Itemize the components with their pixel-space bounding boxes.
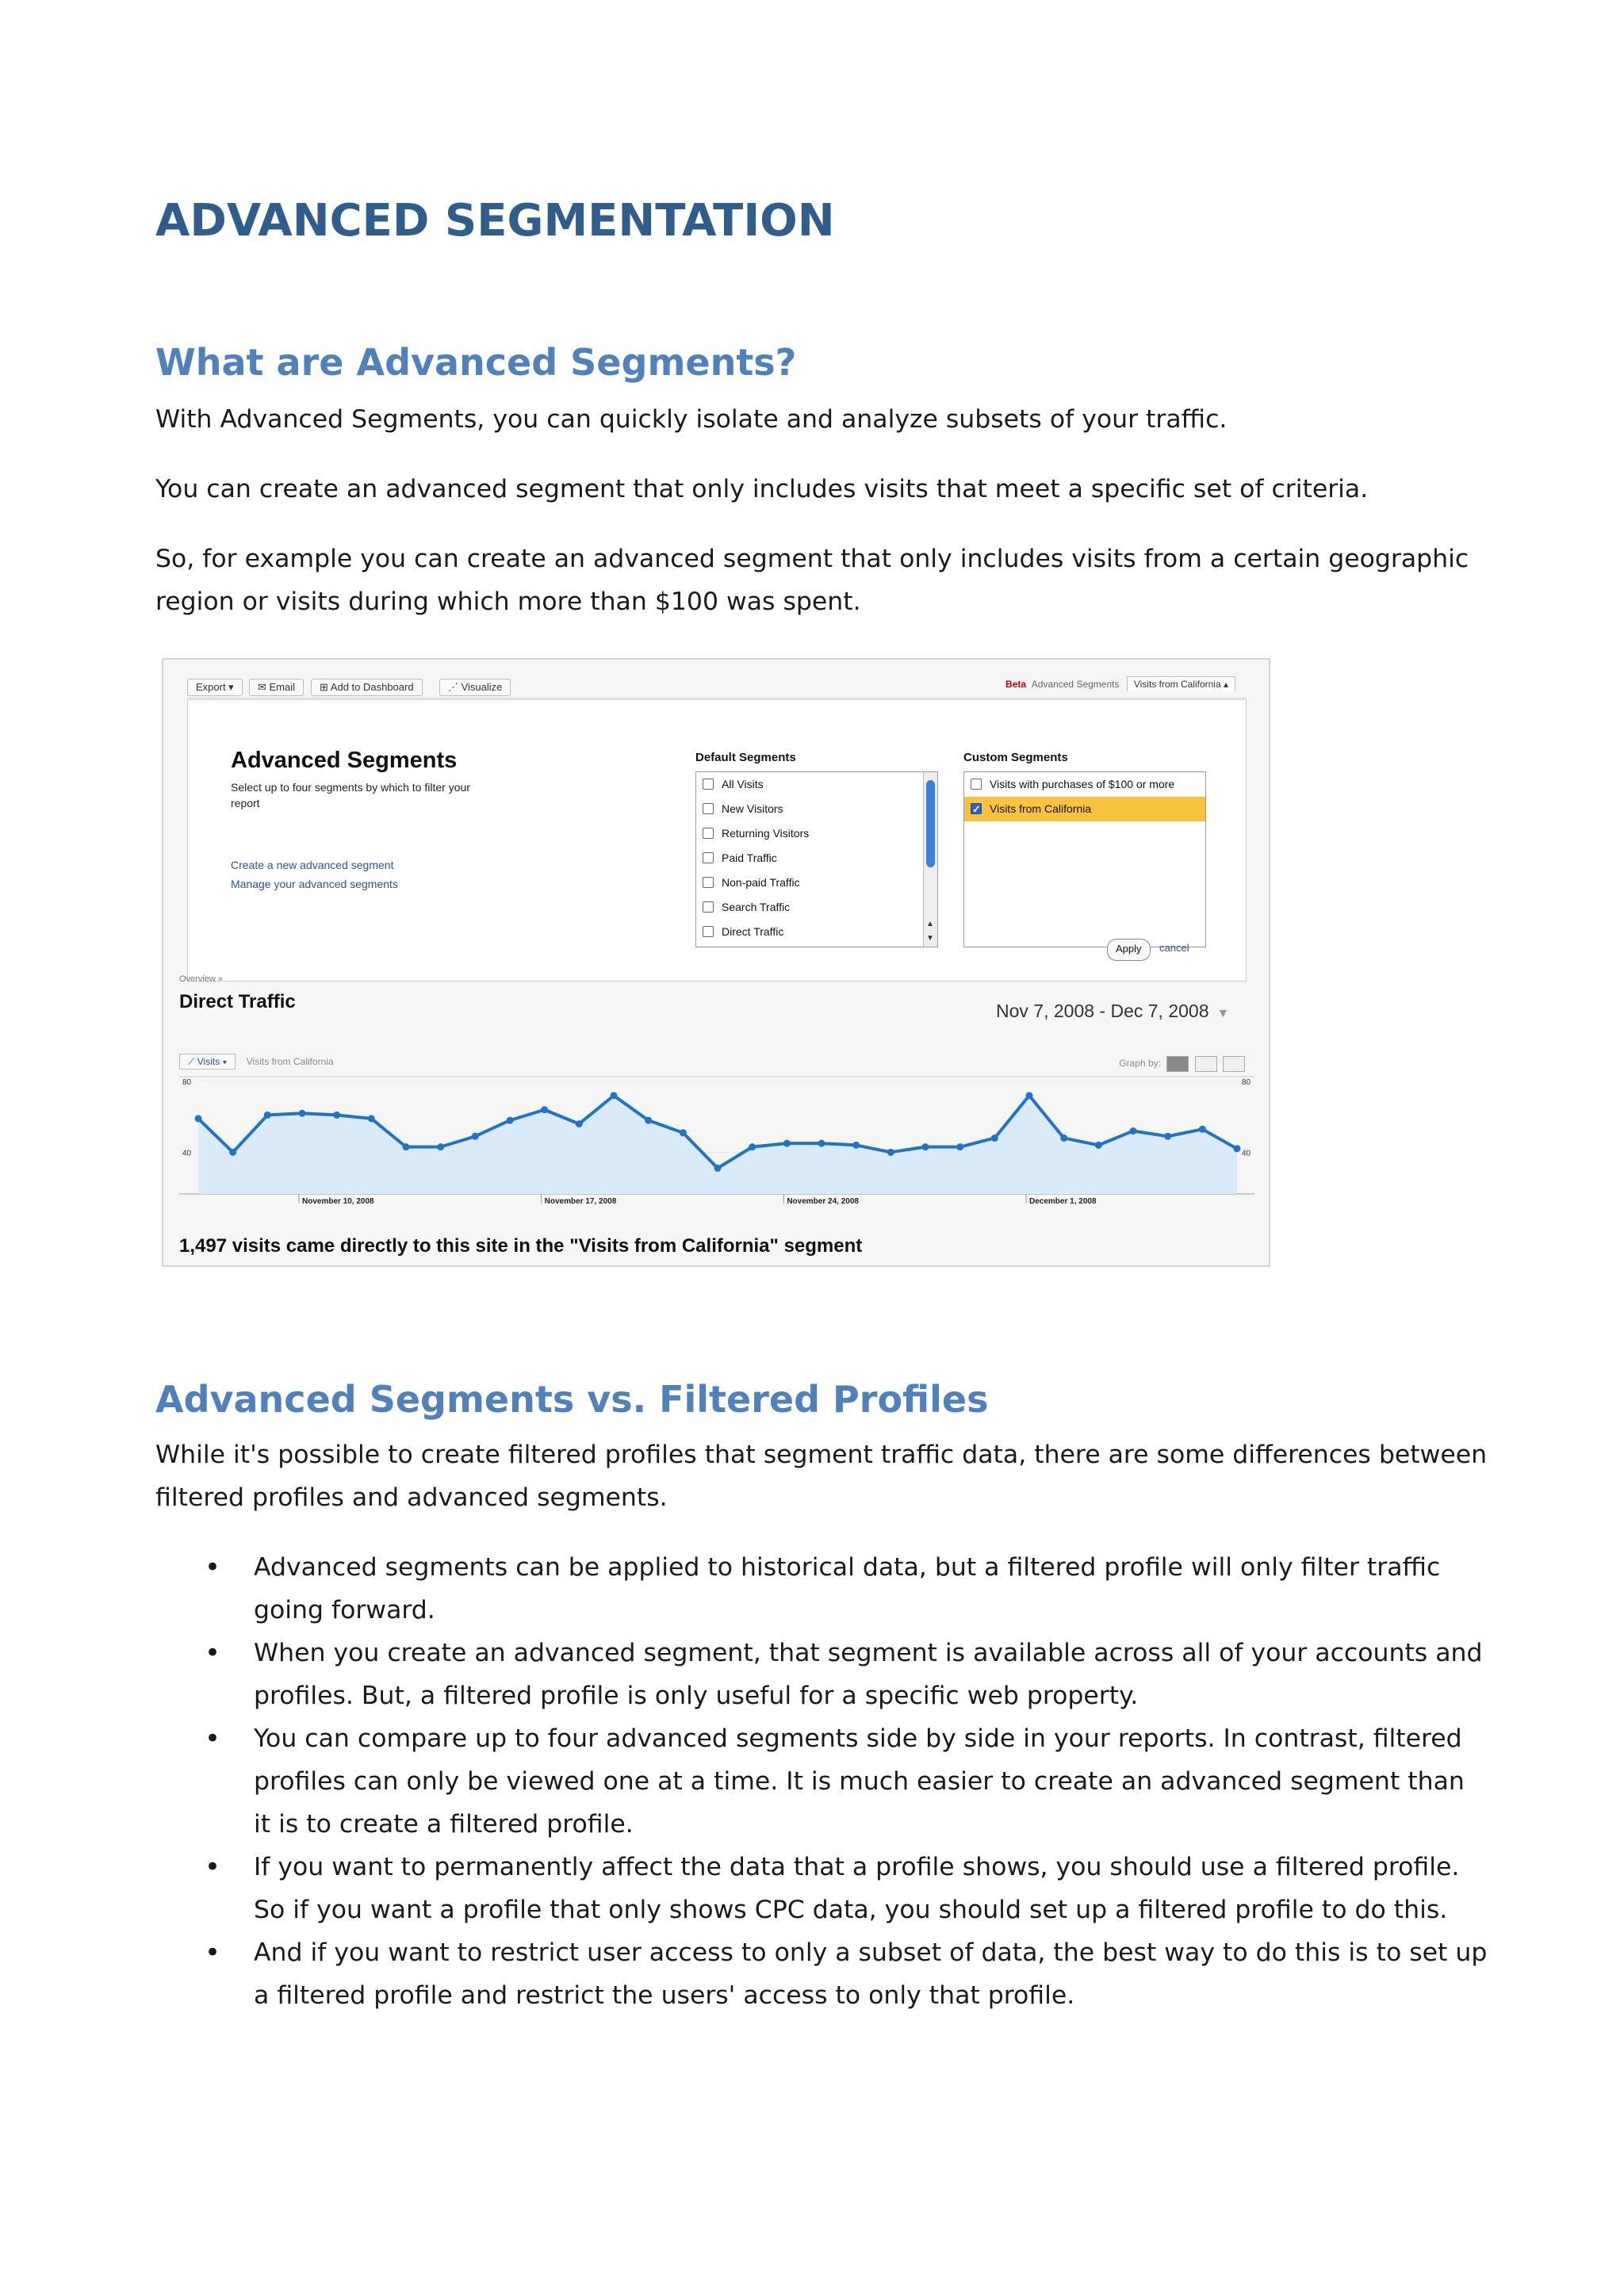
data-point — [472, 1133, 479, 1140]
data-point — [1130, 1127, 1137, 1135]
metric-label: Visits ▾ — [197, 1056, 228, 1067]
scroll-down-icon[interactable]: ▼ — [926, 934, 934, 943]
data-point — [852, 1142, 860, 1149]
data-point — [1060, 1135, 1067, 1142]
scroll-up-icon[interactable]: ▲ — [926, 920, 934, 928]
default-segments-title: Default Segments — [695, 751, 796, 764]
list-item-text: If you want to permanently affect the data that a profile shows, you should use a filtered profile. So if you want a profile that only shows CPC data, you should set up a filtered profile to do this. — [254, 1853, 1460, 1924]
default-segment-option[interactable] — [696, 821, 937, 846]
list-item — [155, 1546, 1488, 1632]
option-label: Visits from California — [990, 802, 1092, 815]
visits-line-chart — [179, 1073, 1254, 1211]
option-label: All Visits — [722, 778, 764, 790]
list-item-text: And if you want to restrict user access to only a subset of data, the best way to do this is to set up a filtered profile and restrict the users' access to only that profile. — [254, 1938, 1488, 2010]
chevron-down-icon: ▼ — [1216, 1007, 1230, 1020]
checkbox[interactable] — [703, 877, 714, 888]
chart-caption: 1,497 visits came directly to this site in the "Visits from California" segment — [179, 1235, 863, 1257]
default-segments-list[interactable] — [695, 771, 938, 947]
bullet-icon: • — [205, 1552, 221, 1583]
data-point — [368, 1115, 375, 1122]
data-point — [818, 1140, 825, 1147]
scrollbar-thumb[interactable] — [926, 780, 935, 867]
option-label: Direct Traffic — [722, 925, 784, 938]
y-tick-label-right: 80 — [1242, 1078, 1251, 1087]
custom-segments-list[interactable] — [963, 771, 1206, 947]
option-label: Search Traffic — [722, 901, 791, 913]
default-segment-option[interactable] — [696, 920, 937, 944]
breadcrumb[interactable]: Overview » — [179, 974, 224, 984]
data-point — [541, 1106, 548, 1113]
checkbox[interactable] — [703, 779, 714, 790]
custom-segments-options — [964, 772, 1205, 821]
data-point — [714, 1165, 722, 1172]
list-item — [155, 1931, 1488, 2017]
differences-list — [155, 1546, 1488, 2017]
data-point — [645, 1117, 652, 1124]
data-point — [333, 1112, 340, 1119]
custom-segment-option[interactable] — [964, 772, 1205, 797]
data-point — [887, 1149, 894, 1156]
panel-subtitle: Select up to four segments by which to filter your report — [231, 781, 470, 809]
data-point — [991, 1135, 998, 1142]
cancel-link[interactable]: cancel — [1159, 942, 1189, 954]
date-range-picker[interactable] — [996, 1001, 1229, 1022]
default-segment-option[interactable] — [696, 846, 937, 871]
apply-button[interactable]: Apply — [1107, 939, 1151, 961]
x-tick-label: November 24, 2008 — [787, 1197, 859, 1206]
graph-by-day-button[interactable] — [1166, 1056, 1189, 1072]
data-point — [1164, 1133, 1171, 1140]
default-segments-options — [696, 772, 937, 944]
checkbox[interactable] — [703, 852, 714, 863]
manage-segments-link[interactable]: Manage your advanced segments — [231, 878, 398, 890]
checkbox[interactable] — [703, 901, 714, 913]
segment-legend: Visits from California — [246, 1056, 334, 1067]
y-tick-label-right: 40 — [1242, 1149, 1251, 1158]
panel-title: Advanced Segments — [231, 748, 458, 773]
chart-icon: ⟋ — [188, 1056, 197, 1067]
checkbox[interactable] — [703, 926, 714, 937]
paragraph: While it's possible to create filtered profiles that segment traffic data, there are some differences between filtered profiles and advanced segments. — [155, 1441, 1488, 1512]
data-point — [749, 1143, 756, 1150]
report-toolbar — [187, 677, 1247, 698]
data-point — [1234, 1145, 1241, 1152]
default-segment-option[interactable] — [696, 797, 937, 821]
chart-tabs — [179, 1056, 334, 1068]
default-segment-option[interactable] — [696, 871, 937, 895]
list-item — [155, 1632, 1488, 1717]
metric-selector[interactable] — [179, 1054, 236, 1070]
y-tick-label-left: 80 — [182, 1078, 192, 1087]
analytics-screenshot — [162, 658, 1270, 1267]
page-title: ADVANCED SEGMENTATION — [155, 195, 835, 247]
x-tick-label: December 1, 2008 — [1029, 1197, 1097, 1206]
data-point — [264, 1112, 271, 1119]
option-label: Paid Traffic — [722, 851, 777, 864]
scrollbar[interactable] — [923, 772, 937, 947]
x-tick-label: November 10, 2008 — [302, 1197, 374, 1206]
section-heading-what-are: What are Advanced Segments? — [155, 341, 797, 384]
graph-by-month-button[interactable] — [1223, 1056, 1245, 1072]
list-item-text: Advanced segments can be applied to historical data, but a filtered profile will only filter traffic going forward. — [254, 1553, 1441, 1624]
checkbox[interactable] — [703, 828, 714, 839]
visualize-button[interactable]: ⋰ Visualize — [439, 679, 511, 696]
list-item — [155, 1717, 1488, 1846]
data-point — [576, 1120, 583, 1127]
tab-advanced-segments[interactable]: Advanced Segments — [1031, 679, 1120, 690]
data-point — [783, 1140, 791, 1147]
data-point — [922, 1143, 929, 1150]
create-segment-link[interactable]: Create a new advanced segment — [231, 859, 394, 871]
data-point — [1026, 1092, 1033, 1099]
data-point — [1095, 1142, 1102, 1149]
checkbox[interactable] — [971, 779, 982, 790]
segment-tabs — [1005, 679, 1235, 690]
data-point — [611, 1092, 618, 1099]
data-point — [507, 1117, 514, 1124]
paragraph: So, for example you can create an advanced segment that only includes visits from a certain geographic region or visits during which more than $100 was spent. — [155, 545, 1469, 616]
option-label: Visits with purchases of $100 or more — [990, 778, 1175, 790]
advanced-segments-panel — [187, 699, 1247, 982]
data-point — [299, 1110, 306, 1117]
email-button[interactable]: ✉ Email — [249, 679, 304, 696]
default-segment-option[interactable] — [696, 772, 937, 797]
option-label: Returning Visitors — [722, 827, 810, 840]
list-item — [155, 1846, 1488, 1931]
list-item-text: You can compare up to four advanced segments side by side in your reports. In contrast, filtered profiles can only be viewed one at a time. It is much easier to create an advanced segment than it is to create a filtered profile. — [254, 1724, 1465, 1839]
visits-chart — [179, 1056, 1254, 1211]
date-range-text: Nov 7, 2008 - Dec 7, 2008 — [996, 1001, 1209, 1021]
bullet-icon: • — [205, 1937, 221, 1969]
add-to-dashboard-button[interactable]: ⊞ Add to Dashboard — [311, 679, 423, 696]
paragraph: You can create an advanced segment that only includes visits that meet a specific set of criteria. — [155, 475, 1369, 503]
custom-segment-option[interactable] — [964, 797, 1205, 821]
series-area — [198, 1096, 1237, 1194]
list-item-text: When you create an advanced segment, that segment is available across all of your accounts and profiles. But, a filtered profile is only useful for a specific web property. — [254, 1639, 1483, 1710]
default-segment-option[interactable] — [696, 895, 937, 920]
data-point — [437, 1143, 444, 1150]
custom-segments-title: Custom Segments — [963, 751, 1068, 764]
data-point — [195, 1115, 202, 1122]
x-tick-label: November 17, 2008 — [544, 1197, 617, 1206]
bullet-icon: • — [205, 1723, 221, 1755]
bullet-icon: • — [205, 1851, 221, 1883]
report-title: Direct Traffic — [179, 991, 296, 1012]
data-point — [1199, 1126, 1206, 1133]
data-point — [680, 1129, 687, 1136]
option-label: New Visitors — [722, 802, 783, 815]
data-point — [229, 1149, 236, 1156]
data-point — [956, 1143, 963, 1150]
graph-by-controls — [1119, 1056, 1245, 1072]
option-label: Non-paid Traffic — [722, 876, 800, 889]
checkbox[interactable] — [703, 803, 714, 814]
graph-by-week-button[interactable] — [1195, 1056, 1217, 1072]
section-heading-vs: Advanced Segments vs. Filtered Profiles — [155, 1378, 989, 1421]
paragraph: With Advanced Segments, you can quickly isolate and analyze subsets of your traffic. — [155, 405, 1228, 434]
beta-badge: Beta — [1005, 679, 1027, 690]
tab-visits-from-california[interactable]: Visits from California ▴ — [1127, 676, 1235, 691]
graph-by-label: Graph by: — [1119, 1058, 1161, 1070]
data-point — [403, 1143, 410, 1150]
checkbox[interactable] — [971, 803, 982, 814]
y-tick-label-left: 40 — [182, 1149, 192, 1158]
bullet-icon: • — [205, 1637, 221, 1669]
export-button[interactable]: Export ▾ — [187, 679, 243, 696]
